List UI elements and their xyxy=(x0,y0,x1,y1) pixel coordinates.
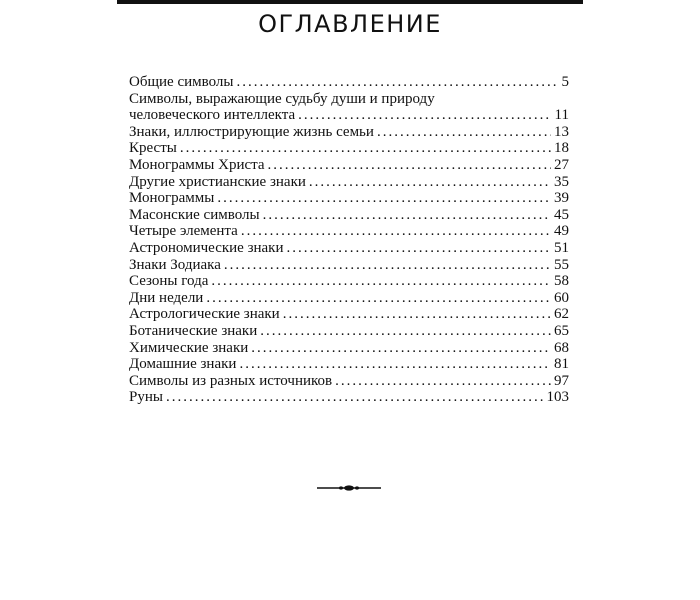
dot-leader xyxy=(377,124,551,141)
ornament-divider-icon xyxy=(316,484,382,492)
toc-page-number: 11 xyxy=(554,107,569,124)
dot-leader xyxy=(236,74,558,91)
dot-leader xyxy=(309,174,551,191)
toc-entry-label: Кресты xyxy=(129,140,177,157)
toc-page-number: 5 xyxy=(561,74,569,90)
toc-entry-label: Астрологические знаки xyxy=(129,306,280,323)
toc-entry xyxy=(129,74,569,91)
dot-leader xyxy=(241,223,551,240)
toc-page-number: 51 xyxy=(554,239,569,256)
toc-entry-label: Химические знаки xyxy=(129,339,249,356)
dot-leader xyxy=(217,190,551,207)
dot-leader xyxy=(283,306,551,323)
toc-page-number: 65 xyxy=(554,322,569,339)
toc-entry xyxy=(129,107,569,124)
dot-leader xyxy=(206,290,551,307)
toc-entry-label: Домашние знаки xyxy=(129,356,237,373)
toc-entry-label: Сезоны года xyxy=(129,273,209,290)
toc-entry xyxy=(129,257,569,274)
toc-entry-label: Общие символы xyxy=(129,74,234,90)
toc-entry-label: Знаки Зодиака xyxy=(129,256,221,273)
toc-page-number: 60 xyxy=(554,289,569,306)
dot-leader xyxy=(263,207,551,224)
toc-entry-label: Символы из разных источников xyxy=(129,372,333,389)
toc-entry-label: Знаки, иллюстрирующие жизнь семьи xyxy=(129,123,374,140)
toc-entry xyxy=(129,223,569,240)
dot-leader xyxy=(180,140,551,157)
toc-entry-label: Ботанические знаки xyxy=(129,322,258,339)
toc-page-number: 27 xyxy=(554,156,569,173)
toc-page-number: 97 xyxy=(554,372,569,389)
toc-entry xyxy=(129,306,569,323)
toc-entry xyxy=(129,389,569,406)
top-rule xyxy=(117,0,583,4)
toc-entry-label: Руны xyxy=(129,389,163,406)
dot-leader xyxy=(224,257,551,274)
toc-page-number: 18 xyxy=(554,140,569,157)
dot-leader xyxy=(268,157,551,174)
page-title: ОГЛАВЛЕНИЕ xyxy=(258,10,442,38)
toc-entry-label: Другие христианские знаки xyxy=(129,173,306,190)
toc-entry xyxy=(129,174,569,191)
dot-leader xyxy=(251,340,551,357)
toc-page-number: 58 xyxy=(554,273,569,290)
toc-entry xyxy=(129,157,569,174)
dot-leader xyxy=(335,373,551,390)
toc-entry-label-line1: Символы, выражающие судьбу души и природу xyxy=(129,90,435,107)
toc-page-number: 13 xyxy=(554,123,569,140)
toc-entry-label: Астрономические знаки xyxy=(129,239,284,256)
toc-entry xyxy=(129,190,569,207)
table-of-contents xyxy=(129,74,569,406)
dot-leader xyxy=(260,323,551,340)
toc-page-number: 62 xyxy=(554,306,569,323)
toc-page-number: 35 xyxy=(554,173,569,190)
toc-page-number: 81 xyxy=(554,356,569,373)
dot-leader xyxy=(239,356,551,373)
toc-entry xyxy=(129,290,569,307)
toc-entry xyxy=(129,273,569,290)
toc-entry xyxy=(129,323,569,340)
toc-page-number: 103 xyxy=(546,389,569,406)
dot-leader xyxy=(298,107,551,124)
toc-page-number: 39 xyxy=(554,190,569,207)
toc-entry xyxy=(129,340,569,357)
toc-page-number: 49 xyxy=(554,223,569,240)
toc-entry xyxy=(129,240,569,257)
dot-leader xyxy=(211,273,551,290)
dot-leader xyxy=(287,240,552,257)
dot-leader xyxy=(166,389,544,406)
toc-page-number: 55 xyxy=(554,256,569,273)
toc-entry-label: человеческого интеллекта xyxy=(129,107,296,124)
toc-page-number: 68 xyxy=(554,339,569,356)
toc-page-number: 45 xyxy=(554,206,569,223)
toc-entry xyxy=(129,207,569,224)
toc-entry-label: Масонские символы xyxy=(129,206,260,223)
toc-entry-label: Четыре элемента xyxy=(129,223,238,240)
toc-entry-label: Монограммы Христа xyxy=(129,156,265,173)
toc-entry xyxy=(129,124,569,141)
toc-entry-label: Монограммы xyxy=(129,190,215,207)
toc-entry xyxy=(129,373,569,390)
toc-entry-label: Дни недели xyxy=(129,289,204,306)
toc-entry xyxy=(129,356,569,373)
toc-entry xyxy=(129,140,569,157)
